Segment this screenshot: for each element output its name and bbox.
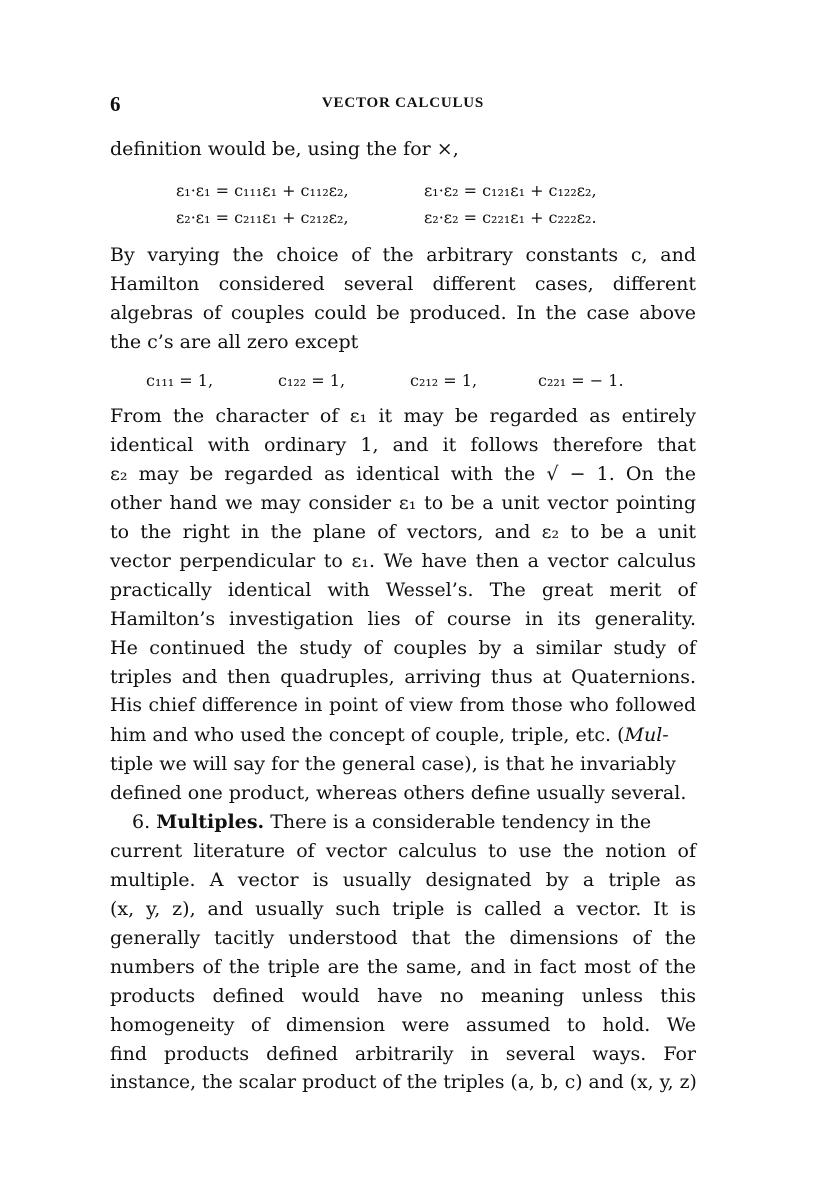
equation-e1-e2: ε₁·ε₂ = c₁₂₁ε₁ + c₁₂₂ε₂, xyxy=(424,181,597,200)
equation-e1-e1: ε₁·ε₁ = c₁₁₁ε₁ + c₁₁₂ε₂, xyxy=(176,181,349,200)
equation-e2-e1: ε₂·ε₁ = c₂₁₁ε₁ + c₂₁₂ε₂, xyxy=(176,208,349,227)
text-line: algebras of couples could be produced. In the case above xyxy=(110,302,696,324)
text-fragment: him and who used the concept of couple, triple, etc. ( xyxy=(110,724,625,746)
text-line: products defined would have no meaning unless this xyxy=(110,985,696,1007)
text-line: He continued the study of couples by a similar study of xyxy=(110,637,696,659)
text-line-composite xyxy=(110,723,696,747)
text-line: to the right in the plane of vectors, and ε₂ to be a unit xyxy=(110,521,696,543)
intro-line: definition would be, using the for ×, xyxy=(110,138,459,160)
text-line: other hand we may consider ε₁ to be a unit vector pointing xyxy=(110,492,696,514)
text-line: homogeneity of dimension were assumed to hold. We xyxy=(110,1014,696,1036)
text-line: By varying the choice of the arbitrary constants c, and xyxy=(110,244,696,266)
text-line: Hamilton’s investigation lies of course in its generality. xyxy=(110,608,696,630)
text-line: His chief difference in point of view from those who followed xyxy=(110,695,696,716)
text-line: tiple we will say for the general case), is that he invariably xyxy=(110,753,676,775)
text-line: generally tacitly understood that the dimensions of the xyxy=(110,927,696,949)
running-head xyxy=(110,92,696,118)
text-line: defined one product, whereas others define usually several. xyxy=(110,782,687,804)
section-heading-line xyxy=(110,810,696,834)
text-line: triples and then quadruples, arriving thus at Quaternions. xyxy=(110,666,696,688)
text-line: the c’s are all zero except xyxy=(110,331,359,353)
constant-c111: c₁₁₁ = 1, xyxy=(146,371,214,390)
constant-c212: c₂₁₂ = 1, xyxy=(410,371,478,390)
text-line: identical with ordinary 1, and it follows therefore that xyxy=(110,434,696,456)
text-line: Hamilton considered several different cases, different xyxy=(110,273,696,295)
text-line: multiple. A vector is usually designated by a triple as xyxy=(110,869,696,891)
constant-c221: c₂₂₁ = − 1. xyxy=(538,371,624,390)
equation-e2-e2: ε₂·ε₂ = c₂₂₁ε₁ + c₂₂₂ε₂. xyxy=(424,208,597,227)
text-line: find products defined arbitrarily in several ways. For xyxy=(110,1043,696,1065)
text-line: From the character of ε₁ it may be regarded as entirely xyxy=(110,405,696,427)
text-line: (x, y, z), and usually such triple is called a vector. It is xyxy=(110,898,696,920)
running-title: VECTOR CALCULUS xyxy=(321,95,485,111)
text-line: ε₂ may be regarded as identical with the √ − 1. On the xyxy=(110,463,696,485)
page-number: 6 xyxy=(110,92,121,116)
italic-term-mul: Mul- xyxy=(624,724,669,746)
text-line: vector perpendicular to ε₁. We have then a vector calculus xyxy=(110,550,696,572)
text-fragment: There is a considerable tendency in the xyxy=(270,811,652,833)
text-line: practically identical with Wessel’s. The great merit of xyxy=(110,579,696,601)
text-line: numbers of the triple are the same, and in fact most of the xyxy=(110,956,696,978)
text-line: current literature of vector calculus to use the notion of xyxy=(110,840,696,862)
constant-c122: c₁₂₂ = 1, xyxy=(278,371,346,390)
section-number: 6. xyxy=(132,811,151,833)
section-title: Multiples. xyxy=(156,811,265,833)
text-line: instance, the scalar product of the triples (a, b, c) and (x, y, z) xyxy=(110,1072,697,1093)
